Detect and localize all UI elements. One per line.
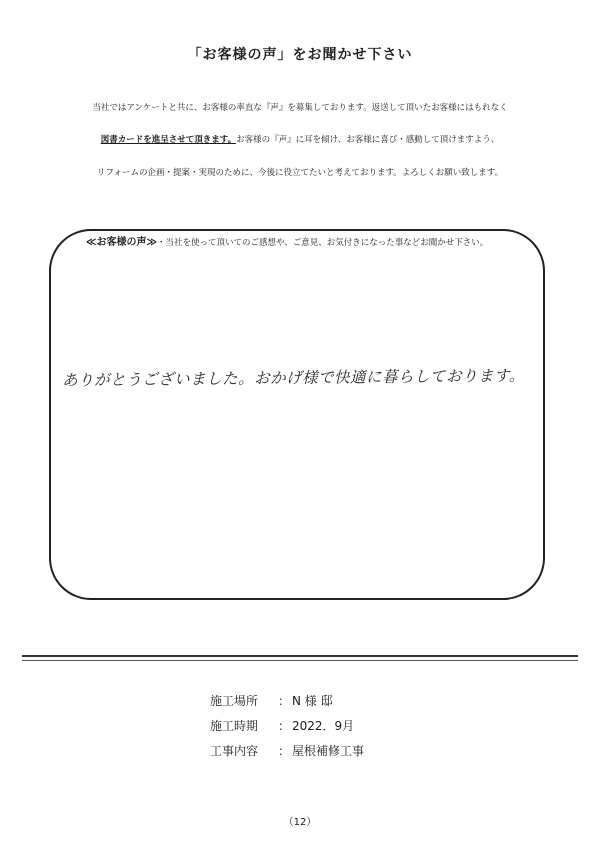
date-separator: ： [277, 719, 290, 733]
intro-line-2-rest: お客様の『声』に耳を傾け、お客様に喜び・感動して頂けますよう、 [236, 135, 500, 145]
work-value: 屋根補修工事 [292, 744, 365, 758]
page-number: （12） [283, 817, 317, 828]
voice-box-header [82, 233, 492, 248]
info-row-date [210, 717, 354, 734]
location-label: 施工場所 [210, 694, 259, 708]
location-value: N 様 邸 [292, 694, 333, 708]
page-title: 「お客様の声」をお聞かせ下さい [187, 47, 413, 63]
intro-line-1: 当社ではアンケートと共に、お客様の率直な『声』を募集しております。返送して頂いたお客様にはもれなく [92, 103, 508, 113]
location-separator: ： [277, 694, 290, 708]
divider-thick [22, 655, 578, 657]
date-label: 施工時期 [210, 719, 259, 733]
work-label: 工事内容 [210, 744, 259, 758]
date-value: 2022．9月 [292, 719, 355, 733]
gift-card-emphasis: 図書カードを進呈させて頂きます。 [100, 135, 237, 145]
divider-thin [22, 660, 578, 661]
info-row-work [210, 742, 364, 759]
work-separator: ： [277, 744, 290, 758]
info-row-location [210, 692, 333, 709]
intro-line-3: リフォームの企画・提案・実現のために、今後に役立てたいと考えております。よろしくお願い致します。 [96, 168, 504, 178]
customer-voice-box [49, 229, 545, 600]
voice-box-instruction: ・当社を使って頂いてのご感想や、ご意見、お気付きになった事などお聞かせ下さい。 [156, 238, 489, 248]
voice-box-label: ≪お客様の声≫ [86, 237, 157, 248]
intro-line-2 [0, 133, 600, 145]
handwritten-comment: ありがとうございました。おかげ様で快適に暮らしております。 [61, 366, 525, 390]
